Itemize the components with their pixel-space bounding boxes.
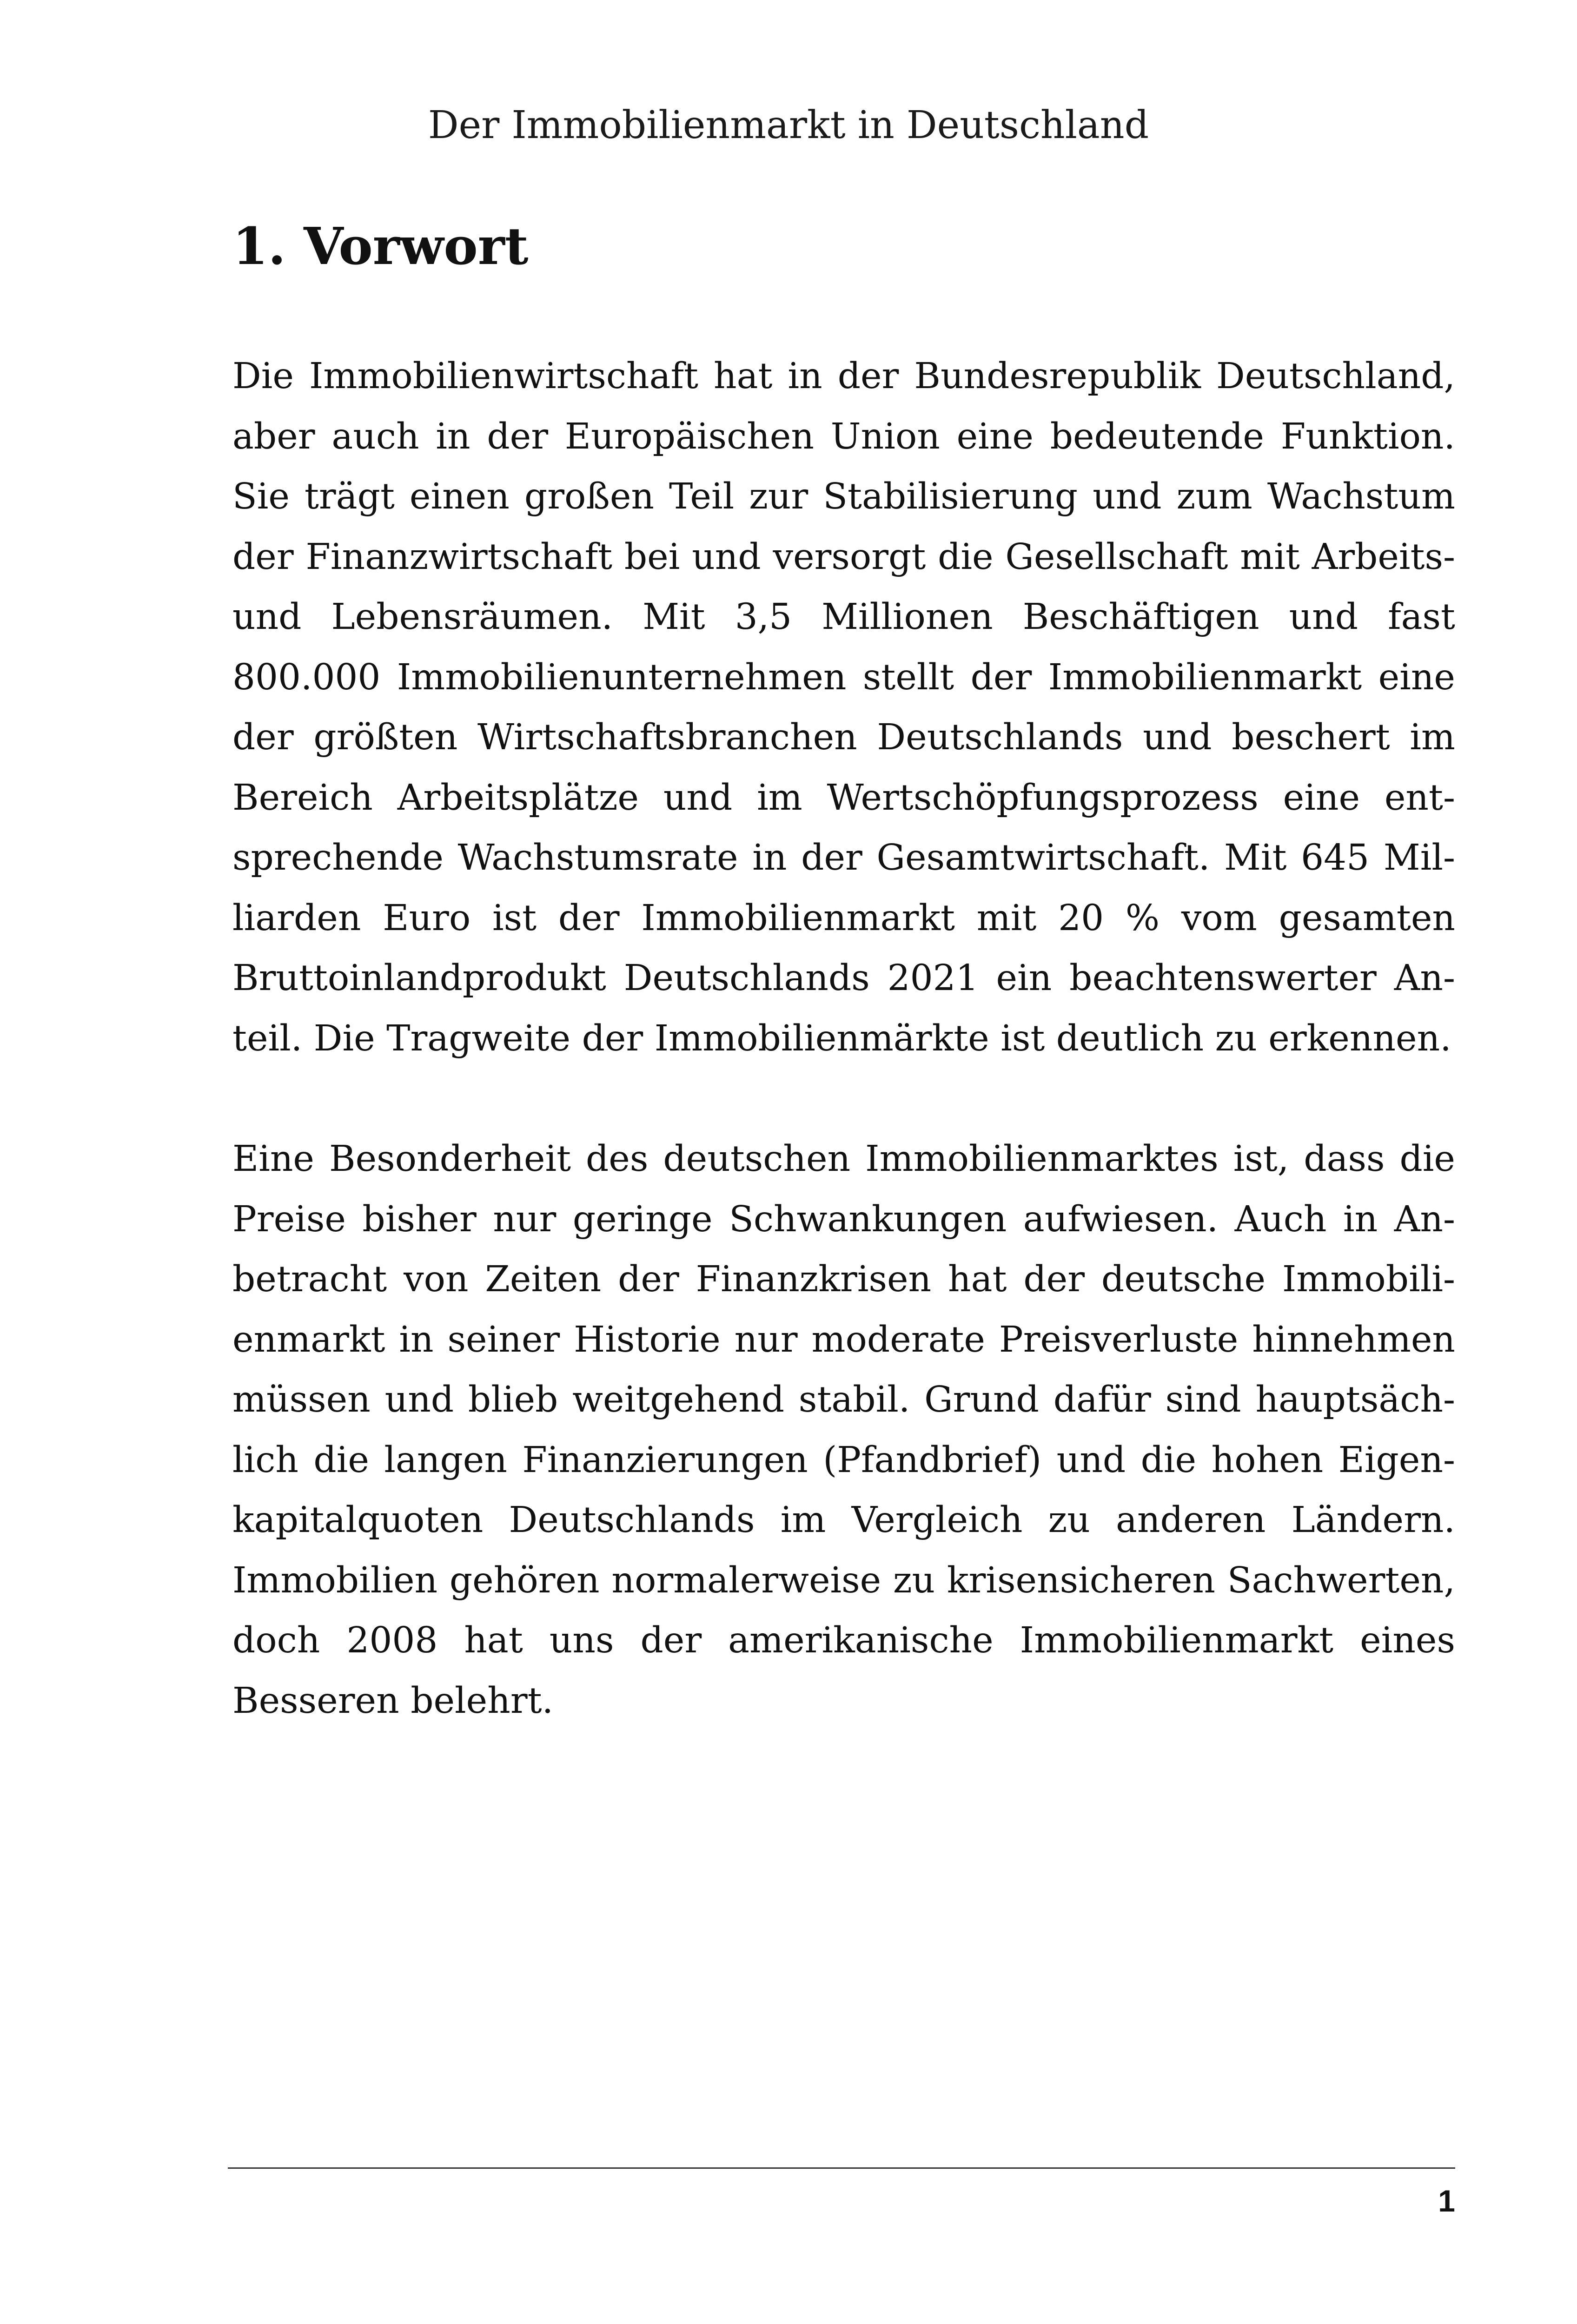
body-text [232,346,1455,1791]
paragraph-1: Die Immobilienwirtschaft hat in der Bundesrepublik Deutschland, aber auch in der Europäischen Union eine bedeutende Funktion. Sie trägt einen großen Teil zur Stabilisierung und zum Wachstum der Finanzwirtschaft bei und versorgt die Gesellschaft mit Arbeits- und Lebensräumen. Mit 3,5 Millionen Beschäftigen und fast 800.000 Immobilienunternehmen stellt der Immobilienmarkt eine der größten Wirtschaftsbranchen Deutschlands und beschert im Bereich Arbeitsplätze und im Wertschöpfungsprozess eine entsprechende Wachstumsrate in der Gesamtwirtschaft. Mit 645 Milliarden Euro ist der Immobilienmarkt mit 20 % vom gesamten Bruttoinlandprodukt Deutschlands 2021 ein beachtenswerter Anteil. Die Tragweite der Immobilienmärkte ist deutlich zu erkennen. [232,356,1455,1059]
footer-divider [228,2167,1455,2169]
paragraph-2: Eine Besonderheit des deutschen Immobilienmarktes ist, dass die Preise bisher nur geringe Schwankungen aufwiesen. Auch in Anbetracht von Zeiten der Finanzkrisen hat der deutsche Immobilienmarkt in seiner Historie nur moderate Preisverluste hinnehmen müssen und blieb weitgehend stabil. Grund dafür sind hauptsächlich die langen Finanzierungen (Pfandbrief) und die hohen Eigenkapitalquoten Deutschlands im Vergleich zu anderen Ländern. Immobilien gehören normalerweise zu krisensicheren Sachwerten, doch 2008 hat uns der amerikanische Immobilienmarkt eines Besseren belehrt. [232,1138,1455,1722]
running-header: Der Immobilienmarkt in Deutschland [428,103,1149,147]
page-number: 1 [1438,2184,1455,2218]
chapter-title: 1. Vorwort [232,216,529,276]
